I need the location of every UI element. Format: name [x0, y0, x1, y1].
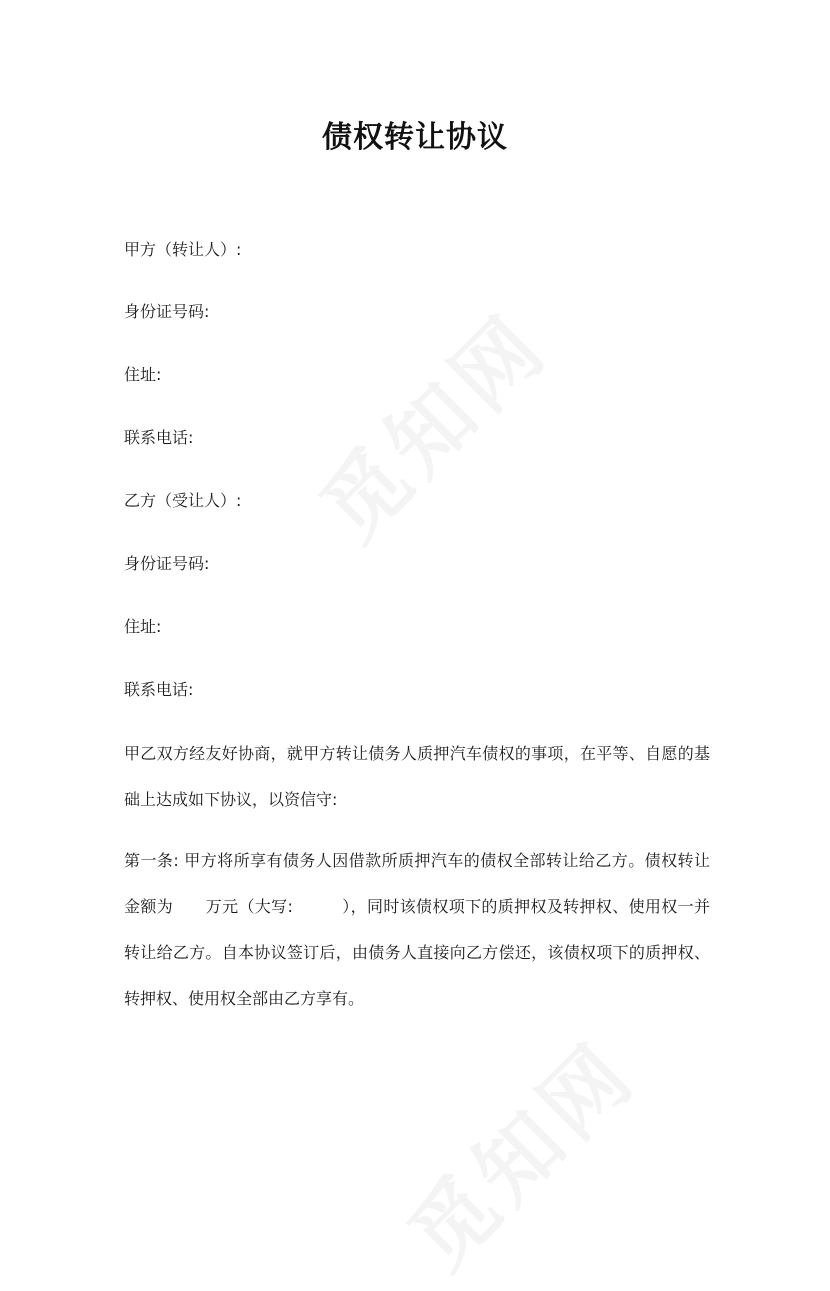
party-b-phone: 联系电话: [124, 680, 194, 699]
party-b-id-number: 身份证号码: [124, 554, 210, 573]
party-a-id-number: 身份证号码: [124, 302, 210, 321]
party-a-heading: 甲方（转让人）: [124, 240, 242, 259]
party-a-address: 住址: [124, 365, 162, 384]
article-1-paragraph: 第一条: 甲方将所享有债务人因借款所质押汽车的债权全部转让给乙方。债权转让金额为 万元（大写: ），同时该债权项下的质押权及转押权、使用权一并转让给乙方。自本协议签订后，由债务人直接向乙方偿还，该债权项下的质押权、转押权、使用权全部由乙方享有。 [124, 851, 710, 1008]
watermark-logo [290, 282, 571, 563]
party-b-heading: 乙方（受让人）: [124, 491, 242, 510]
party-a-phone: 联系电话: [124, 428, 194, 447]
party-b-address: 住址: [124, 617, 162, 636]
watermark-logo [378, 1010, 659, 1291]
preamble-paragraph: 甲乙双方经友好协商，就甲方转让债务人质押汽车债权的事项，在平等、自愿的基础上达成如下协议，以资信守: [124, 744, 710, 809]
document-title: 债权转让协议 [322, 120, 508, 155]
